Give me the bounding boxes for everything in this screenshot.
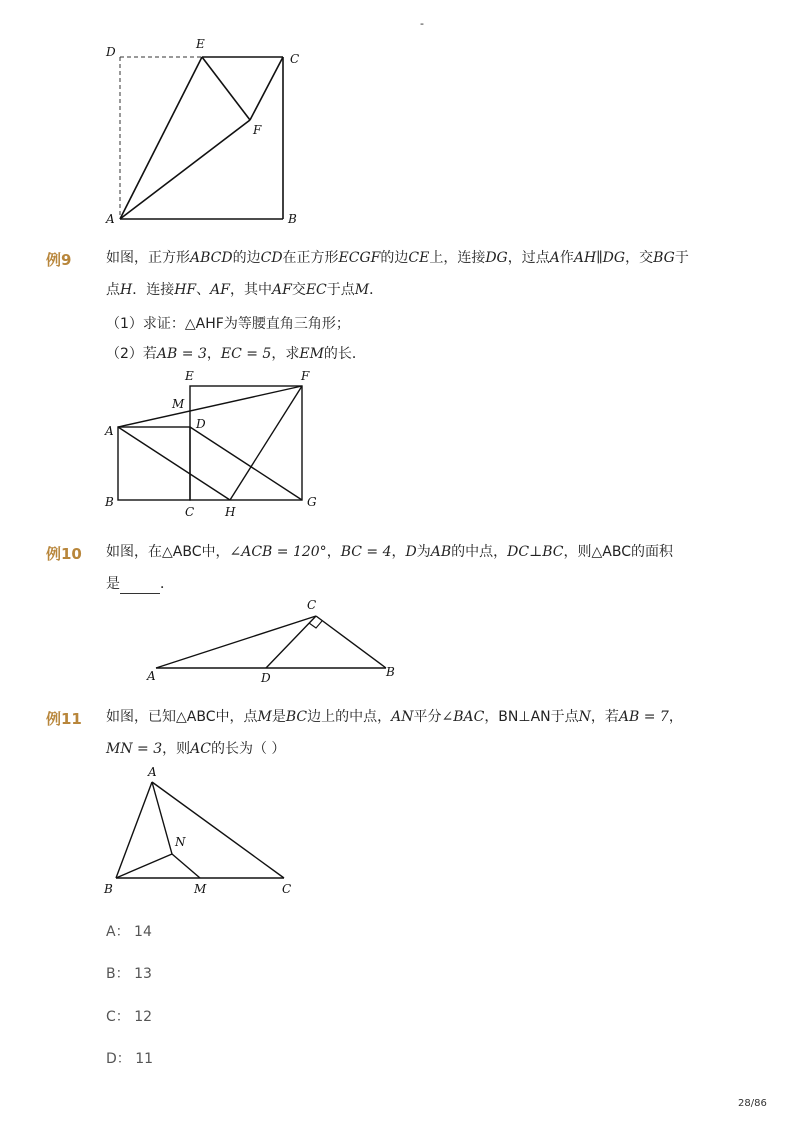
math: N <box>578 709 591 725</box>
math: DC⊥BC <box>507 544 564 560</box>
label-m: M <box>172 397 185 411</box>
text: 于 <box>674 250 689 266</box>
option-b[interactable] <box>106 963 152 983</box>
segment-cb <box>316 616 386 668</box>
option-value: 12 <box>134 1009 153 1025</box>
page-number: 28/86 <box>738 1098 767 1109</box>
segment-ac <box>156 616 316 668</box>
option-c[interactable] <box>106 1006 152 1026</box>
text: 平分 <box>413 709 442 725</box>
edge-ef <box>202 57 250 120</box>
math: AF <box>210 282 230 298</box>
example-9-question-2 <box>106 344 366 364</box>
text: 是 <box>271 709 286 725</box>
segment-hf <box>230 386 302 500</box>
math: H <box>120 282 133 298</box>
segment-bn <box>116 854 172 878</box>
label-d: D <box>261 671 271 685</box>
segment-af <box>118 386 302 427</box>
label-m: M <box>194 882 207 896</box>
math: AB = 7 <box>618 709 669 725</box>
label-a: A <box>105 424 114 438</box>
option-key: B： <box>106 966 130 982</box>
label-b: B <box>105 495 114 509</box>
label-c: C <box>290 52 300 66</box>
math: AC <box>190 741 211 757</box>
label-g: G <box>307 495 317 509</box>
label-f: F <box>253 123 262 137</box>
math: MN = 3 <box>106 741 163 757</box>
text: ， <box>391 544 406 560</box>
math: M <box>354 282 370 298</box>
text: （2）若 <box>106 346 157 362</box>
figure-example-9 <box>100 366 330 521</box>
edge-fc <box>250 57 283 120</box>
text: 的中点， <box>451 544 508 560</box>
top-mark: - <box>420 17 424 30</box>
label-e: E <box>185 369 194 383</box>
option-value: 13 <box>134 966 152 982</box>
math: ∠ACB = 120° <box>229 544 327 560</box>
label-b: B <box>288 212 297 226</box>
label-b: B <box>104 882 113 896</box>
text: ，求 <box>271 346 300 362</box>
text: ． <box>369 282 384 298</box>
option-d[interactable] <box>106 1048 153 1068</box>
label-f: F <box>301 369 310 383</box>
math: AN <box>391 709 414 725</box>
edge-ae <box>120 57 202 219</box>
math: DG <box>485 250 508 266</box>
label-c: C <box>282 882 292 896</box>
example-10-line-2 <box>106 574 174 594</box>
text: ，BN⊥AN于点 <box>484 709 579 725</box>
segment-an <box>152 782 172 854</box>
segment-dg <box>190 427 302 500</box>
math: ∠BAC <box>441 709 485 725</box>
math: BC <box>285 709 308 725</box>
segment-nm <box>172 854 200 878</box>
math: EC = 5 <box>220 346 272 362</box>
math: AB = 3 <box>156 346 207 362</box>
label-c: C <box>185 505 195 519</box>
text: 为 <box>416 544 431 560</box>
example-10-line-1 <box>106 542 673 562</box>
square-ecgf <box>190 386 302 500</box>
text: ，若 <box>590 709 619 725</box>
math: A <box>549 250 560 266</box>
text: 如图，已知△ABC中，点 <box>106 709 258 725</box>
text: 是 <box>106 576 120 592</box>
text: 点 <box>106 282 120 298</box>
text: ，则 <box>162 741 191 757</box>
example-9-line-1 <box>106 248 689 268</box>
figure-example-11 <box>98 762 308 902</box>
example-9-question-1: （1）求证：△AHF为等腰直角三角形； <box>106 316 350 332</box>
option-a[interactable] <box>106 921 152 941</box>
text: ， <box>326 544 341 560</box>
label-e: E <box>196 37 205 51</box>
text: 交 <box>291 282 306 298</box>
text: ，则△ABC的面积 <box>563 544 673 560</box>
text: ，交 <box>625 250 654 266</box>
text: ，过点 <box>507 250 550 266</box>
segment-ac <box>152 782 284 878</box>
label-a: A <box>148 765 157 779</box>
math: BG <box>653 250 675 266</box>
example-11-label: 例11 <box>46 710 82 728</box>
text: 于点 <box>326 282 355 298</box>
label-d: D <box>106 45 116 59</box>
math: AB <box>430 544 452 560</box>
math: HF <box>174 282 197 298</box>
figure-example-10 <box>140 596 410 688</box>
edge-af <box>120 120 250 219</box>
text: 的长为（ ） <box>210 741 286 757</box>
label-a: A <box>106 212 115 226</box>
text: ． <box>160 576 174 592</box>
option-value: 14 <box>134 924 152 940</box>
label-h: H <box>225 505 236 519</box>
text: 上，连接 <box>429 250 486 266</box>
text: 如图，在△ABC中， <box>106 544 230 560</box>
square-abcd <box>118 427 190 500</box>
text: 、 <box>196 282 211 298</box>
option-value: 11 <box>135 1051 154 1067</box>
math: AF <box>271 282 292 298</box>
text: 边上的中点， <box>307 709 392 725</box>
segment-ab <box>116 782 152 878</box>
figure-square-fold <box>100 30 320 235</box>
math: D <box>405 544 417 560</box>
text: 的长． <box>323 346 366 362</box>
label-b: B <box>386 665 395 679</box>
math: BC = 4 <box>340 544 392 560</box>
text: 如图，正方形 <box>106 250 190 266</box>
math: CD <box>260 250 283 266</box>
text: 的边 <box>380 250 409 266</box>
math: ECGF <box>338 250 381 266</box>
text: ，其中 <box>229 282 272 298</box>
text: ．连接 <box>132 282 175 298</box>
label-a: A <box>147 669 156 683</box>
example-9-label: 例9 <box>46 251 72 269</box>
label-c: C <box>307 598 317 612</box>
text: 作 <box>559 250 574 266</box>
option-key: A： <box>106 924 130 940</box>
text: ， <box>206 346 221 362</box>
option-key: D： <box>106 1051 131 1067</box>
example-9-line-2 <box>106 280 383 300</box>
math: AH∥DG <box>573 250 626 266</box>
example-10-label: 例10 <box>46 545 82 563</box>
segment-ah <box>118 427 230 500</box>
math: CE <box>408 250 430 266</box>
label-d: D <box>196 417 206 431</box>
text: 的边 <box>232 250 261 266</box>
answer-blank[interactable] <box>120 581 160 594</box>
math: ABCD <box>190 250 233 266</box>
example-11-line-1 <box>106 707 683 727</box>
math: EM <box>299 346 324 362</box>
math: EC <box>305 282 327 298</box>
label-n: N <box>175 835 186 849</box>
math: M <box>257 709 272 725</box>
text: ， <box>668 709 683 725</box>
text: 在正方形 <box>282 250 339 266</box>
option-key: C： <box>106 1009 130 1025</box>
example-11-line-2 <box>106 739 285 759</box>
